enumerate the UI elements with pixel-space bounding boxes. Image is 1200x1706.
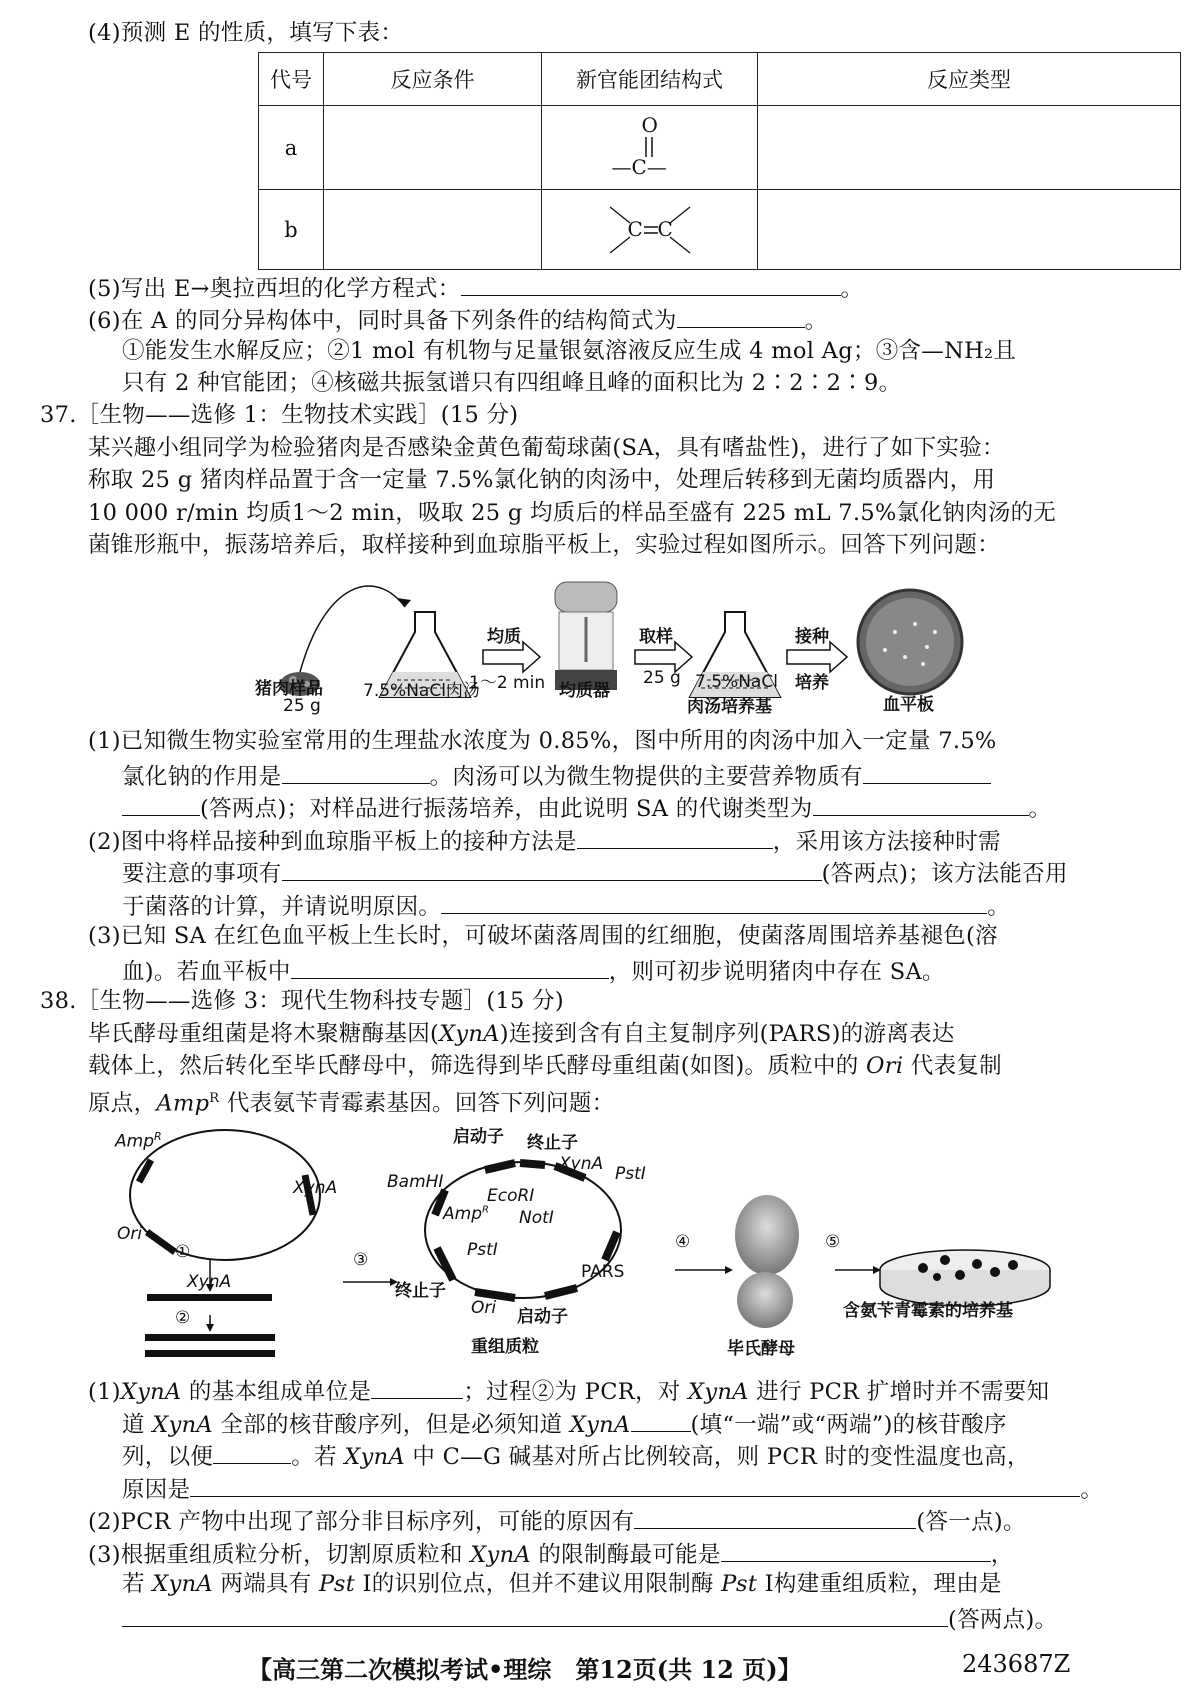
experiment-flow-diagram <box>255 572 985 720</box>
table-cell-code: b <box>259 190 324 270</box>
superscript: R <box>481 1204 489 1216</box>
text: 全部的核苷酸序列，但是必须知道 <box>212 1412 570 1438</box>
text: Amp <box>115 1131 154 1152</box>
text: 若 <box>122 1571 153 1597</box>
q37-q3-line: (3)已知 SA 在红色血平板上生长时，可破坏菌落周围的红细胞，使菌落周围培养基褪色(溶 <box>88 923 998 949</box>
text: Amp <box>443 1204 482 1224</box>
enzyme-name: Pst <box>721 1571 758 1597</box>
answer-blank[interactable] <box>577 822 773 849</box>
table-header: 新官能团结构式 <box>542 53 758 106</box>
gene-name: XynA <box>470 1542 531 1568</box>
pst-right-label: PstⅠ <box>615 1164 646 1184</box>
text: 列，以便 <box>122 1444 214 1470</box>
gene-name: XynA <box>152 1412 213 1438</box>
text: (1) <box>88 1379 121 1405</box>
punct: 。 <box>804 308 828 334</box>
promoter-bottom-label: 启动子 <box>517 1307 568 1327</box>
answer-blank[interactable] <box>863 757 991 784</box>
enzyme-name: Pst <box>319 1571 356 1597</box>
yeast-label: 毕氏酵母 <box>727 1339 795 1359</box>
oxygen-atom: O <box>641 112 658 137</box>
answer-blank[interactable] <box>441 887 987 914</box>
text: )连接到含有自主复制序列(PARS)的游离表达 <box>499 1021 955 1047</box>
table-row <box>259 190 1181 270</box>
table-cell-condition <box>324 106 542 190</box>
punct: 。 <box>987 894 1011 920</box>
plasmid-xyna-label: XynA <box>293 1178 338 1198</box>
text: 毕氏酵母重组菌是将木聚糖酶基因( <box>88 1021 440 1047</box>
answer-blank[interactable] <box>631 1405 691 1432</box>
answer-blank[interactable] <box>677 301 805 328</box>
flask1-label: 7.5%NaCl肉汤 <box>363 681 480 701</box>
step3-label: ③ <box>353 1250 369 1270</box>
medium-label: 含氨苄青霉素的培养基 <box>843 1301 1013 1321</box>
text: ，则可初步说明猪肉中存在 SA。 <box>608 959 945 985</box>
table-row <box>259 106 1181 190</box>
answer-blank[interactable] <box>282 854 822 881</box>
answer-blank[interactable] <box>461 269 841 296</box>
carbon-group: —C— <box>611 154 667 179</box>
pars-label: PARS <box>581 1262 625 1282</box>
step1-label: ① <box>175 1242 191 1262</box>
answer-blank[interactable] <box>813 789 1029 816</box>
step2-label: ② <box>175 1308 191 1328</box>
alkene-structure <box>542 190 758 270</box>
text: (填“一端”或“两端”)的核苷酸序 <box>690 1412 1007 1438</box>
text: 代表氨苄青霉素基因。回答下列问题： <box>219 1090 615 1117</box>
answer-blank[interactable] <box>213 1437 291 1464</box>
ori-rec-label: Ori <box>471 1298 497 1318</box>
gene-name: XynA <box>688 1379 749 1405</box>
table-header: 反应类型 <box>758 53 1181 106</box>
ori-term: Ori <box>866 1053 904 1079</box>
q38-q3-line <box>122 1567 1002 1601</box>
pcr-gene-label: XynA <box>187 1272 232 1292</box>
step1-bottom: 1～2 min <box>469 673 546 693</box>
step2-bottom: 25 g <box>643 668 681 688</box>
text: (2)图中将样品接种到血琼脂平板上的接种方法是 <box>88 829 577 855</box>
alkene-bonds-icon <box>590 195 710 265</box>
text: 原点， <box>88 1090 157 1117</box>
carbonyl-structure <box>542 106 758 190</box>
text: Ⅰ构建重组质粒，理由是 <box>757 1571 1002 1597</box>
footer-code: 243687Z <box>962 1650 1071 1678</box>
recombinant-plasmid-label: 重组质粒 <box>471 1337 539 1357</box>
text: 道 <box>122 1412 153 1438</box>
ecor-label: EcoRⅠ <box>487 1186 535 1206</box>
carbon-atom: C <box>627 216 643 241</box>
recombinant-flow-diagram <box>115 1120 1135 1365</box>
gene-name: XynA <box>152 1571 213 1597</box>
q36-part6-text: (6)在 A 的同分异构体中，同时具备下列条件的结构简式为 <box>88 308 677 334</box>
text: (答两点)；对样品进行振荡培养，由此说明 SA 的代谢类型为 <box>200 796 813 822</box>
gene-name: XynA <box>120 1379 182 1405</box>
punct: 。 <box>1028 796 1052 822</box>
table-header: 代号 <box>259 53 324 106</box>
text: Ⅰ的识别位点，但并不建议用限制酶 <box>355 1571 722 1597</box>
plasmid-graphics <box>115 1120 1135 1365</box>
text: 血)。若血平板中 <box>122 959 291 985</box>
q37-intro-line: 10 000 r/min 均质1～2 min，吸取 25 g 均质后的样品至盛有 225 mL 7.5%氯化钠肉汤的无 <box>88 500 1057 526</box>
answer-blank[interactable] <box>122 1600 948 1627</box>
text: 原因是 <box>122 1477 191 1503</box>
text: 于菌落的计算，并请说明原因。 <box>122 894 442 920</box>
q37-intro-line: 称取 25 g 猪肉样品置于含一定量 7.5%氯化钠的肉汤中，处理后转移到无菌均质器内，用 <box>88 467 996 493</box>
punct: 。 <box>840 276 864 302</box>
text: (答两点)；该方法能否用 <box>821 861 1068 887</box>
flask2-label: 7.5%NaCl <box>695 672 778 692</box>
text: ，采用该方法接种时需 <box>772 829 1001 855</box>
answer-blank[interactable] <box>282 757 430 784</box>
homogenizer-label: 均质器 <box>559 681 610 701</box>
answer-blank[interactable] <box>190 1470 1080 1497</box>
step3-top: 接种 <box>795 627 829 647</box>
step4-label: ④ <box>675 1232 691 1252</box>
table-cell-type <box>758 106 1181 190</box>
step1-top: 均质 <box>487 627 521 647</box>
text: 的基本组成单位是 <box>181 1379 372 1405</box>
q37-q1-line: (1)已知微生物实验室常用的生理盐水浓度为 0.85%，图中所用的肉汤中加入一定量 7.5% <box>88 728 997 754</box>
q38-q1-line <box>122 1437 1030 1474</box>
promoter-top-label: 启动子 <box>453 1127 504 1147</box>
table-cell-code: a <box>259 106 324 190</box>
terminator-top-label: 终止子 <box>527 1133 578 1153</box>
q36-cond-line: 只有 2 种官能团；④核磁共振氢谱只有四组峰且峰的面积比为 2∶2∶2∶9。 <box>122 370 902 396</box>
text: 进行 PCR 扩增时并不需要知 <box>748 1379 1050 1405</box>
q38-intro-line <box>88 1049 1002 1083</box>
q36-part6 <box>88 301 827 338</box>
answer-blank[interactable] <box>634 1502 916 1529</box>
text: 两端具有 <box>212 1571 320 1597</box>
text: 要注意的事项有 <box>122 861 282 887</box>
text: 。若 <box>291 1444 345 1470</box>
answer-blank[interactable] <box>371 1372 463 1399</box>
q38-intro-line <box>88 1017 955 1051</box>
plate-label: 血平板 <box>883 695 934 715</box>
text: 载体上，然后转化至毕氏酵母中，筛选得到毕氏酵母重组菌(如图)。质粒中的 <box>88 1053 859 1079</box>
answer-blank[interactable] <box>122 789 200 816</box>
text: 代表复制 <box>910 1053 1002 1079</box>
text: (3)根据重组质粒分析，切割原质粒和 <box>88 1542 471 1568</box>
carbon-atom: C <box>657 216 673 241</box>
q37-q1-line <box>122 789 1051 826</box>
answer-blank[interactable] <box>291 952 609 979</box>
bamh-label: BamHⅠ <box>387 1172 444 1192</box>
q37-header: 37.［生物——选修 1：生物技术实践］(15 分) <box>40 402 519 428</box>
q37-q2-line <box>122 854 1068 891</box>
terminator-bottom-label: 终止子 <box>395 1281 446 1301</box>
q38-q1-line <box>88 1372 1049 1409</box>
text: 中 C—G 碱基对所占比例较高，则 PCR 时的变性温度也高， <box>404 1444 1030 1470</box>
sample-mass: 25 g <box>283 696 321 716</box>
step2-top: 取样 <box>639 627 673 647</box>
text: 。肉汤可以为微生物提供的主要营养物质有 <box>429 764 863 790</box>
answer-blank[interactable] <box>721 1535 991 1562</box>
plasmid-amp-label <box>115 1130 162 1152</box>
table-cell-condition <box>324 190 542 270</box>
table-header: 反应条件 <box>324 53 542 106</box>
superscript: R <box>209 1091 220 1106</box>
step3-bottom: 培养 <box>795 673 829 693</box>
q38-q3-line <box>122 1600 1057 1637</box>
xyna-rec-label: XynA <box>559 1154 604 1174</box>
text: ；过程②为 PCR，对 <box>463 1379 689 1405</box>
amp-term: Amp <box>156 1090 210 1117</box>
q38-header: 38.［生物——选修 3：现代生物科技专题］(15 分) <box>40 988 564 1014</box>
gene-name: XynA <box>439 1021 500 1047</box>
sample-label: 猪肉样品 <box>255 679 323 699</box>
text: (2)PCR 产物中出现了部分非目标序列，可能的原因有 <box>88 1509 635 1535</box>
q38-intro-line <box>88 1082 614 1121</box>
not-label: NotⅠ <box>519 1208 554 1228</box>
text: (答一点)。 <box>916 1509 1026 1535</box>
q37-intro-line: 菌锥形瓶中，振荡培养后，取样接种到血琼脂平板上，实验过程如图所示。回答下列问题： <box>88 532 1001 558</box>
q38-q2-line <box>88 1502 1026 1539</box>
gene-name: XynA <box>569 1412 631 1438</box>
text: 的限制酶最可能是 <box>530 1542 721 1568</box>
plasmid-ori-label: Ori <box>117 1224 143 1244</box>
gene-name: XynA <box>344 1444 405 1470</box>
step5-label: ⑤ <box>825 1232 841 1252</box>
text: (答两点)。 <box>948 1607 1058 1633</box>
properties-table <box>258 52 1181 270</box>
q36-part4-stem: (4)预测 E 的性质，填写下表： <box>88 20 404 46</box>
superscript: R <box>153 1130 162 1143</box>
punct: ， <box>990 1542 1014 1568</box>
text: 氯化钠的作用是 <box>122 764 282 790</box>
punct: 。 <box>1080 1477 1104 1503</box>
footer-title: 【高三第二次模拟考试•理综 第12页(共 12 页)】 <box>248 1655 802 1684</box>
q36-cond-line: ①能发生水解反应；②1 mol 有机物与足量银氨溶液反应生成 4 mol Ag；③含—NH₂且 <box>122 338 1017 364</box>
amp-rec-label <box>443 1204 489 1224</box>
flask2-label: 肉汤培养基 <box>687 697 772 717</box>
pst-inner-label: PstⅠ <box>467 1240 498 1260</box>
q37-intro-line: 某兴趣小组同学为检验猪肉是否感染金黄色葡萄球菌(SA，具有嗜盐性)，进行了如下实验： <box>88 435 1005 461</box>
table-cell-type <box>758 190 1181 270</box>
q36-part5-text: (5)写出 E→奥拉西坦的化学方程式： <box>88 276 461 302</box>
